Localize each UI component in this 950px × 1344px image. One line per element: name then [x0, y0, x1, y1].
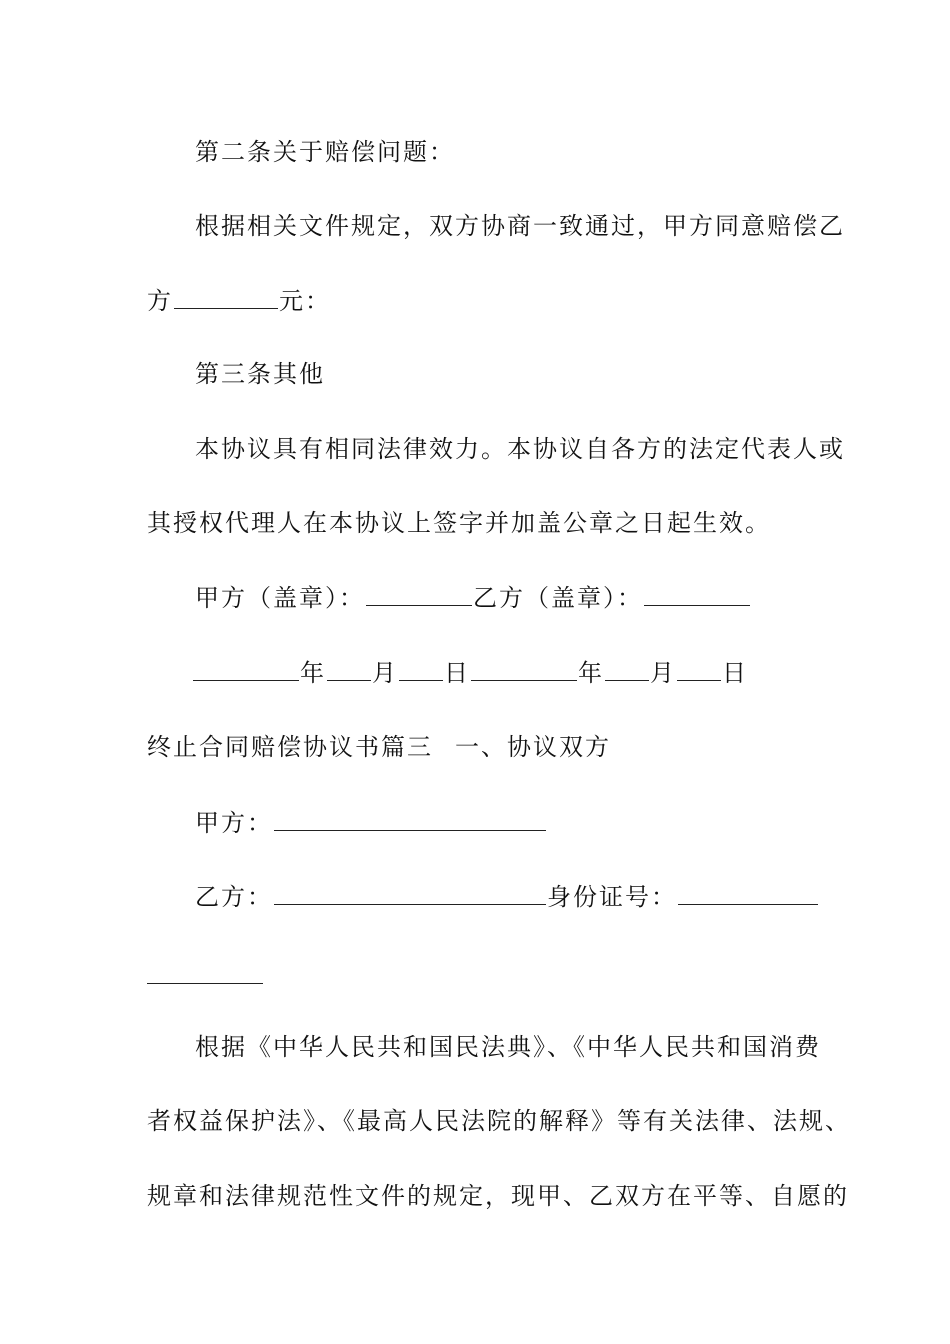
date-line	[192, 657, 748, 689]
party-b-label: 乙方：	[195, 883, 273, 911]
id-number-label: 身份证号：	[547, 883, 677, 911]
paragraph-line: 根据相关文件规定，双方协商一致通过，甲方同意赔偿乙	[195, 212, 845, 240]
text-fragment: 元：	[279, 287, 331, 315]
paragraph-line: 规章和法律规范性文件的规定，现甲、乙双方在平等、自愿的	[147, 1182, 849, 1210]
paragraph-line: 者权益保护法》、《最高人民法院的解释》等有关法律、法规、	[147, 1107, 851, 1135]
month-blank	[605, 658, 649, 681]
month-label: 月	[650, 659, 676, 687]
article-2-heading: 第二条关于赔偿问题：	[195, 138, 455, 166]
month-label: 月	[372, 659, 398, 687]
paragraph-line: 其授权代理人在本协议上签字并加盖公章之日起生效。	[147, 509, 771, 537]
year-blank	[471, 658, 577, 681]
party-a-seal-label: 甲方（盖章）：	[195, 584, 365, 612]
party-b-line	[195, 881, 819, 913]
paragraph-line	[147, 285, 331, 317]
party-b-seal-label: 乙方（盖章）：	[473, 584, 643, 612]
section-title: 终止合同赔偿协议书篇三	[147, 733, 433, 761]
id-number-blank	[678, 882, 818, 905]
paragraph-line: 本协议具有相同法律效力。本协议自各方的法定代表人或	[195, 435, 845, 463]
year-label: 年	[578, 659, 604, 687]
day-blank	[677, 658, 721, 681]
day-label: 日	[722, 659, 748, 687]
party-b-blank	[274, 882, 546, 905]
month-blank	[327, 658, 371, 681]
article-3-heading: 第三条其他	[195, 360, 325, 388]
amount-blank	[174, 286, 278, 309]
party-a-blank	[274, 808, 546, 831]
section-heading: 一、协议双方	[455, 733, 611, 761]
party-a-label: 甲方：	[195, 809, 273, 837]
paragraph-line: 根据《中华人民共和国民法典》、《中华人民共和国消费	[195, 1033, 821, 1061]
year-label: 年	[300, 659, 326, 687]
signature-line	[195, 582, 751, 614]
year-blank	[193, 658, 299, 681]
party-a-seal-blank	[366, 583, 472, 606]
id-number-blank-continued	[147, 983, 263, 984]
day-blank	[399, 658, 443, 681]
text-fragment: 方	[147, 287, 173, 315]
party-a-line	[195, 807, 547, 839]
day-label: 日	[444, 659, 470, 687]
party-b-seal-blank	[644, 583, 750, 606]
